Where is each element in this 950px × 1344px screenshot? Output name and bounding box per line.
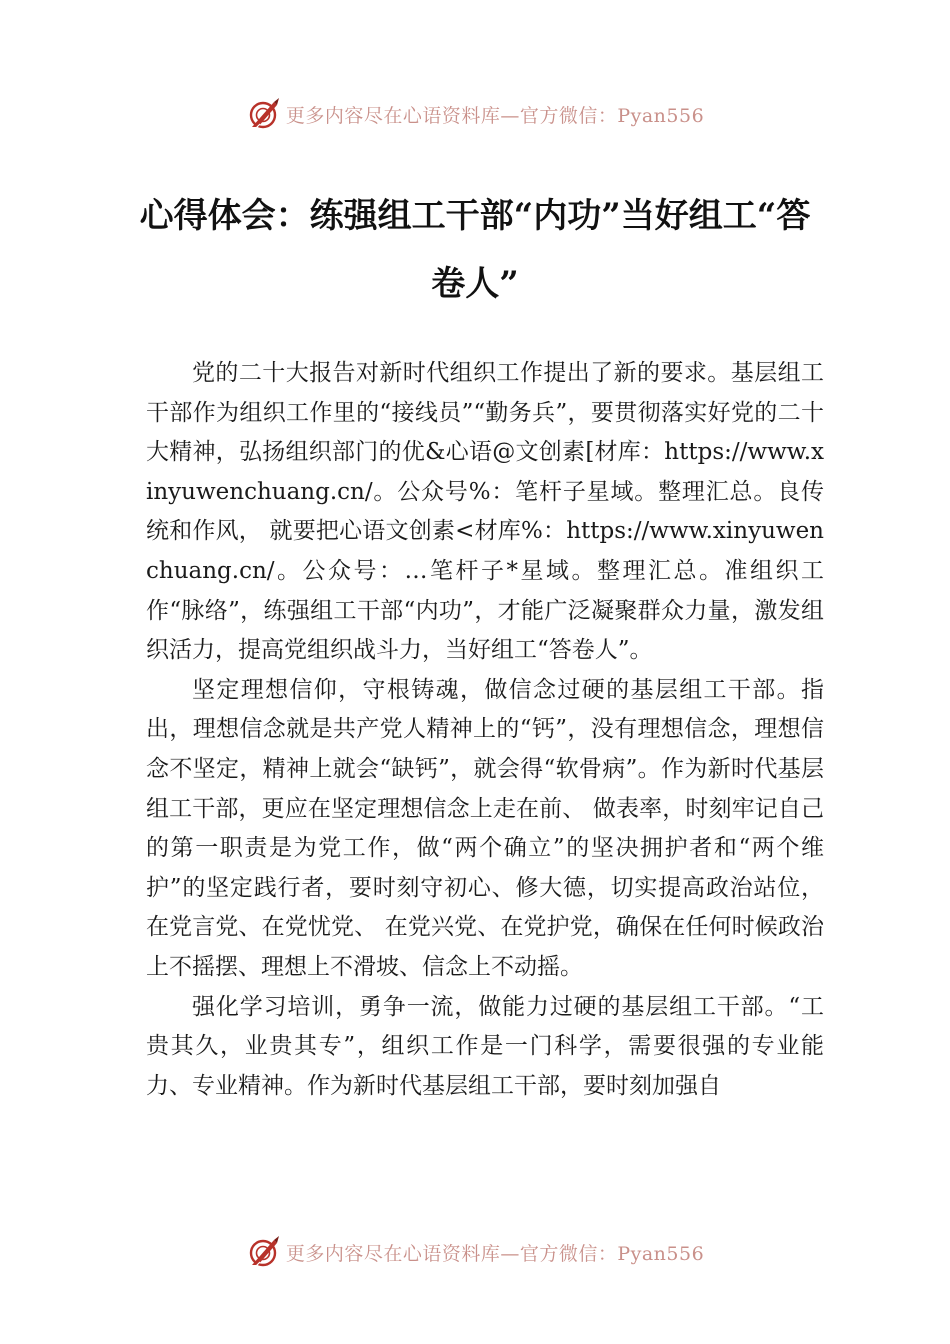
paragraph-3: 强化学习培训，勇争一流，做能力过硬的基层组工干部。“工贵其久，业贵其专”，组织工作是一门科学，需要很强的专业能力、专业精神。作为新时代基层组工干部，要时刻加强自: [146, 993, 824, 1099]
footer-banner-text: 更多内容尽在心语资料库—官方微信：Pyan556: [285, 1242, 705, 1265]
header-banner-text: 更多内容尽在心语资料库—官方微信：Pyan556: [285, 104, 705, 127]
paragraph-2: 坚定理想信仰，守根铸魂，做信念过硬的基层组工干部。指出，理想信念就是共产党人精神上的“钙”，没有理想信念，理想信念不坚定，精神上就会“缺钙”，就会得“软骨病”。作为新时代基层组工干部，更应在坚定理想信念上走在前、 做表率，时刻牢记自己的第一职责是为党工作，做“两个确立”的坚决拥护者和“两个维护”的坚定践行者，要时刻守初心、修大德，切实提高政治站位，在党言党、在党忧党、 在党兴党、在党护党，确保在任何时候政治上不摇摆、理想上不滑坡、信念上不动摇。: [146, 676, 824, 980]
document-title: 心得体会：练强组工干部“内功”当好组工“答卷人”: [139, 196, 811, 304]
header-banner: [0, 94, 950, 134]
footer-banner: [0, 1232, 950, 1272]
paragraph-1: 党的二十大报告对新时代组织工作提出了新的要求。基层组工干部作为组织工作里的“接线员”“勤务兵”，要贯彻落实好党的二十大精神，弘扬组织部门的优&心语@文创素[材库：https://www.xinyuwenchuang.cn/。公众号%：笔杆子星域。整理汇总。良传统和作风， 就要把心语文创素<材库%：https://www.xinyuwenchuang.cn/。公众号：…笔杆子*星域。整理汇总。准组织工作“脉络”，练强组工干部“内功”，才能广泛凝聚群众力量，激发组织活力，提高党组织战斗力，当好组工“答卷人”。: [146, 360, 824, 664]
document-body: [146, 354, 824, 1106]
quill-pen-logo-icon: [246, 1234, 282, 1270]
quill-pen-logo-icon: [246, 96, 282, 132]
